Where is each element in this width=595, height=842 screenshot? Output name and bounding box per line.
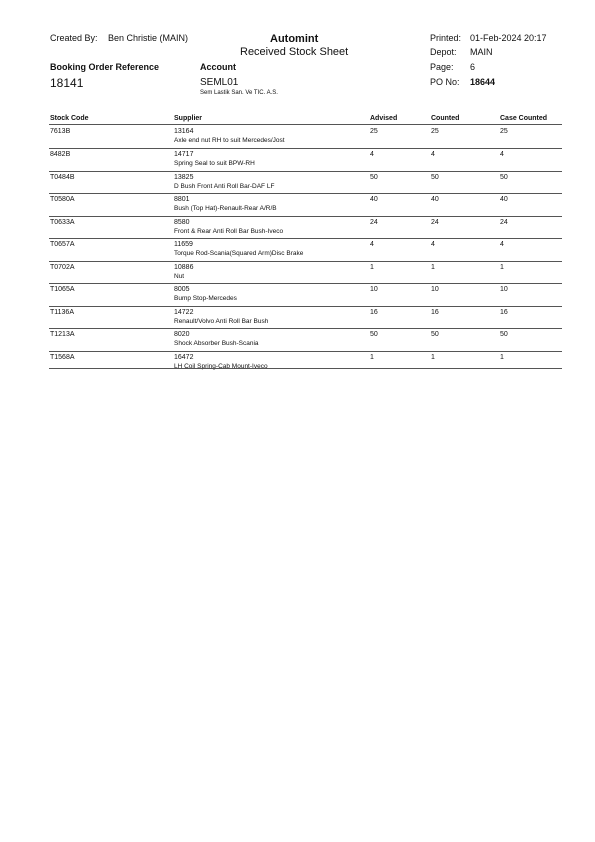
case-counted-qty: 24 <box>500 219 508 226</box>
counted-qty: 40 <box>431 196 439 203</box>
item-description: Spring Seal to suit BPW-RH <box>174 160 255 167</box>
col-stock-code: Stock Code <box>50 115 89 122</box>
stock-code: T0702A <box>50 264 75 271</box>
printed-label: Printed: <box>430 33 462 43</box>
stock-code: T1213A <box>50 331 75 338</box>
stock-code: 8482B <box>50 151 71 158</box>
item-description: Nut <box>174 273 185 280</box>
advised-qty: 4 <box>370 241 374 248</box>
supplier-code: 10886 <box>174 264 194 271</box>
supplier-code: 8801 <box>174 196 190 203</box>
row-divider <box>49 351 562 352</box>
counted-qty: 24 <box>431 219 439 226</box>
advised-qty: 10 <box>370 286 378 293</box>
account-name: Sem Lastik San. Ve TIC. A.S. <box>200 90 278 96</box>
counted-qty: 50 <box>431 174 439 181</box>
stock-code: T0633A <box>50 219 75 226</box>
supplier-code: 11659 <box>174 241 193 248</box>
advised-qty: 50 <box>370 174 378 181</box>
col-supplier: Supplier <box>174 115 203 122</box>
table-row <box>0 241 595 263</box>
advised-qty: 24 <box>370 219 378 226</box>
booking-ref-value: 18141 <box>50 76 84 90</box>
advised-qty: 4 <box>370 151 374 158</box>
advised-qty: 50 <box>370 331 378 338</box>
item-description: Axle end nut RH to suit Mercedes/Jost <box>174 137 285 144</box>
item-description: LH Coil Spring-Cab Mount-Iveco <box>174 363 268 370</box>
item-description: Torque Rod-Scania(Squared Arm)Disc Brake <box>174 250 304 257</box>
case-counted-qty: 50 <box>500 174 508 181</box>
counted-qty: 1 <box>431 264 435 271</box>
stock-code: T0484B <box>50 174 75 181</box>
depot-value: MAIN <box>470 47 493 57</box>
table-row <box>0 196 595 218</box>
col-case-counted: Case Counted <box>500 115 548 122</box>
sheet-title: Received Stock Sheet <box>240 46 349 58</box>
item-description: Front & Rear Anti Roll Bar Bush-Iveco <box>174 228 284 235</box>
depot-label: Depot: <box>430 47 457 57</box>
row-divider <box>49 216 562 217</box>
row-divider <box>49 328 562 329</box>
stock-code: T1568A <box>50 354 75 361</box>
case-counted-qty: 16 <box>500 309 508 316</box>
case-counted-qty: 1 <box>500 264 504 271</box>
advised-qty: 1 <box>370 354 374 361</box>
page-label: Page: <box>430 62 454 72</box>
advised-qty: 16 <box>370 309 378 316</box>
row-divider <box>49 368 562 369</box>
row-divider <box>49 238 562 239</box>
table-row <box>0 354 595 376</box>
page-value: 6 <box>470 62 476 72</box>
advised-qty: 25 <box>370 128 378 135</box>
printed-value: 01-Feb-2024 20:17 <box>470 33 547 43</box>
supplier-code: 13825 <box>174 174 194 181</box>
item-description: Shock Absorber Bush-Scania <box>174 340 259 347</box>
counted-qty: 10 <box>431 286 439 293</box>
col-advised: Advised <box>370 115 398 122</box>
counted-qty: 1 <box>431 354 435 361</box>
case-counted-qty: 4 <box>500 241 504 248</box>
table-row <box>0 151 595 173</box>
item-description: Bump Stop-Mercedes <box>174 295 237 302</box>
row-divider <box>49 306 562 307</box>
table-row <box>0 331 595 353</box>
item-description: Bush (Top Hat)-Renault-Rear A/R/B <box>174 205 277 212</box>
booking-ref-label: Booking Order Reference <box>50 62 160 72</box>
supplier-code: 13164 <box>174 128 194 135</box>
case-counted-qty: 40 <box>500 196 508 203</box>
po-value: 18644 <box>470 77 496 87</box>
counted-qty: 50 <box>431 331 439 338</box>
supplier-code: 16472 <box>174 354 194 361</box>
stock-code: T1136A <box>50 309 74 316</box>
advised-qty: 1 <box>370 264 374 271</box>
created-by-value: Ben Christie (MAIN) <box>108 33 189 43</box>
created-by-label: Created By: <box>50 33 98 43</box>
header-divider <box>49 124 562 125</box>
row-divider <box>49 283 562 284</box>
item-description: Renault/Volvo Anti Roll Bar Bush <box>174 318 269 325</box>
counted-qty: 16 <box>431 309 439 316</box>
supplier-code: 14722 <box>174 309 194 316</box>
company-name: Automint <box>270 33 319 45</box>
row-divider <box>49 171 562 172</box>
row-divider <box>49 193 562 194</box>
stock-code: T0657A <box>50 241 75 248</box>
stock-code: 7613B <box>50 128 71 135</box>
supplier-code: 8580 <box>174 219 190 226</box>
account-code: SEML01 <box>200 77 239 88</box>
col-counted: Counted <box>431 115 460 122</box>
case-counted-qty: 25 <box>500 128 508 135</box>
stock-code: T0580A <box>50 196 75 203</box>
counted-qty: 4 <box>431 241 435 248</box>
case-counted-qty: 10 <box>500 286 508 293</box>
case-counted-qty: 50 <box>500 331 508 338</box>
table-row <box>0 286 595 308</box>
advised-qty: 40 <box>370 196 378 203</box>
supplier-code: 8020 <box>174 331 190 338</box>
counted-qty: 25 <box>431 128 439 135</box>
po-label: PO No: <box>430 77 460 87</box>
supplier-code: 8005 <box>174 286 190 293</box>
table-row <box>0 128 595 150</box>
row-divider <box>49 148 562 149</box>
case-counted-qty: 1 <box>500 354 504 361</box>
item-description: D Bush Front Anti Roll Bar-DAF LF <box>174 183 275 190</box>
case-counted-qty: 4 <box>500 151 504 158</box>
supplier-code: 14717 <box>174 151 194 158</box>
row-divider <box>49 261 562 262</box>
counted-qty: 4 <box>431 151 435 158</box>
stock-code: T1065A <box>50 286 75 293</box>
account-label: Account <box>200 62 236 72</box>
